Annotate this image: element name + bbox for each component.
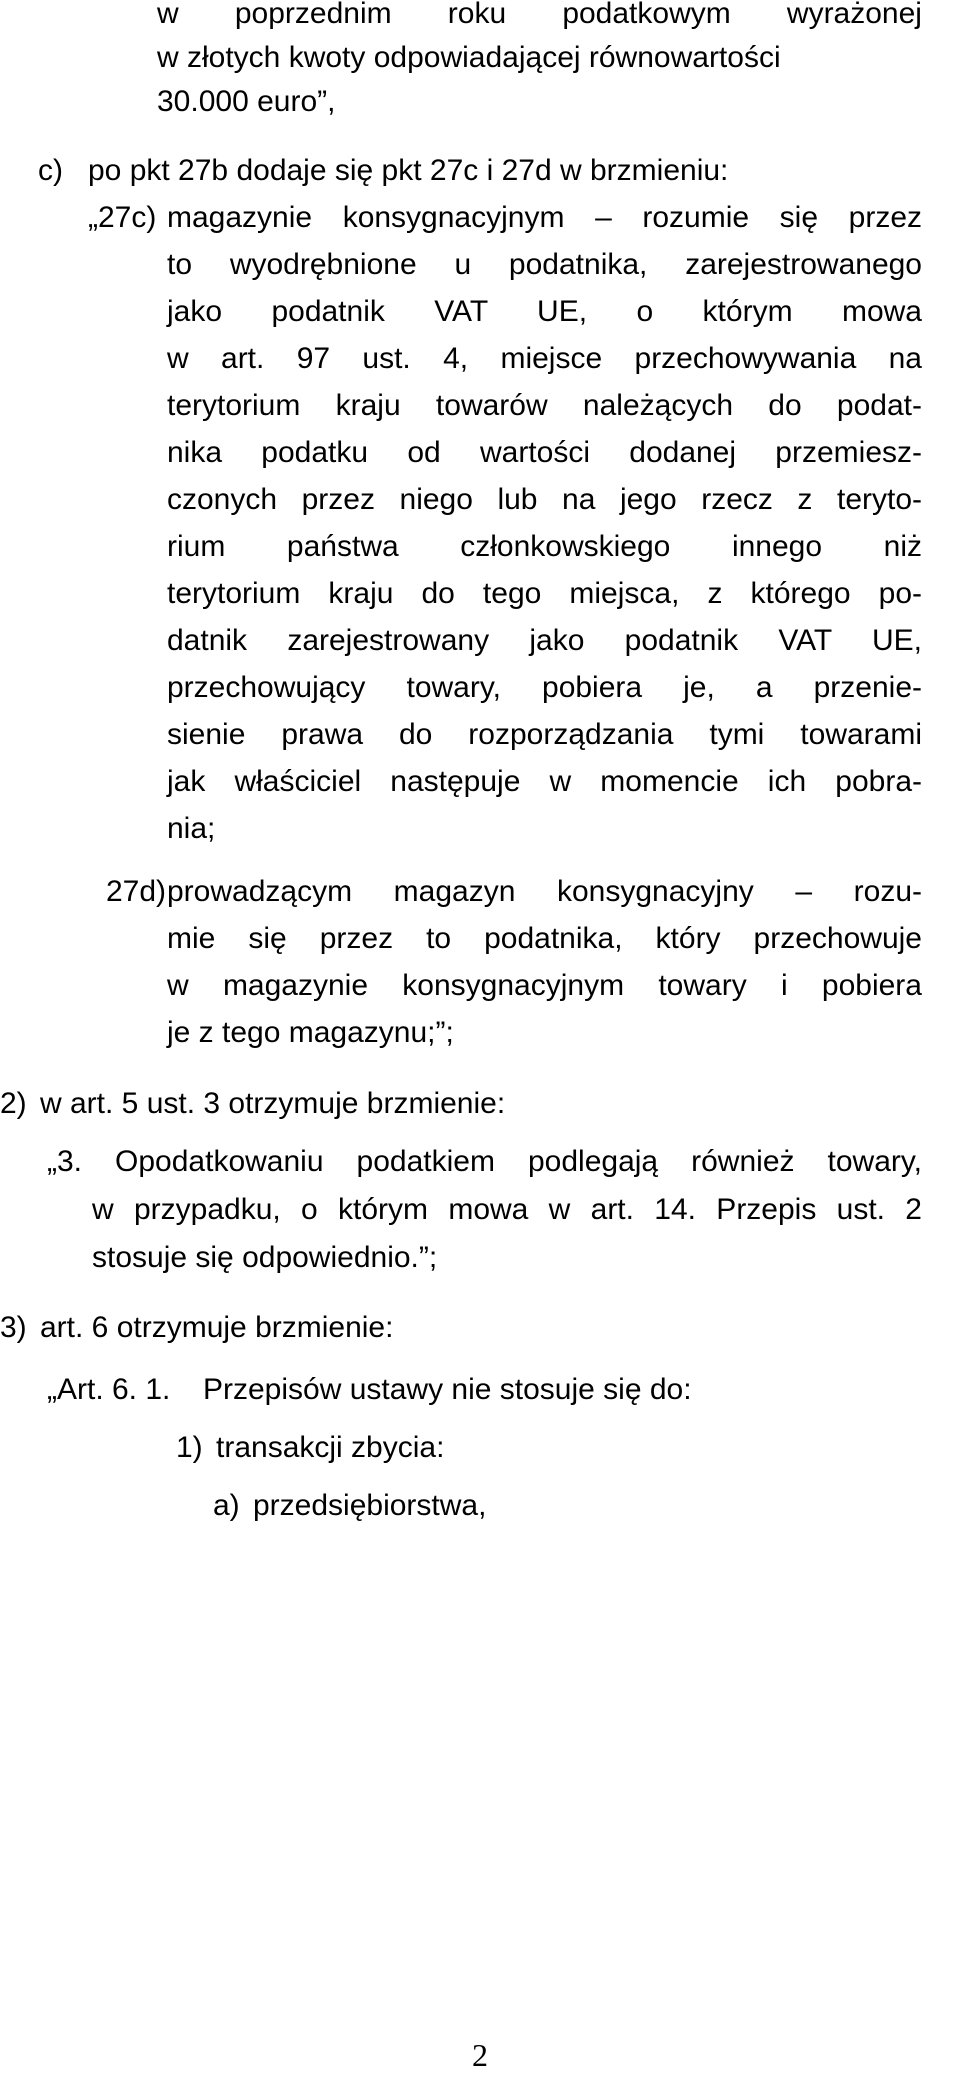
definition-line: rium państwa członkowskiego innego niż bbox=[167, 530, 922, 563]
list-marker: 3) bbox=[0, 1311, 27, 1344]
definition-line: jako podatnik VAT UE, o którym mowa bbox=[167, 295, 922, 328]
word: wyrażonej bbox=[786, 0, 922, 30]
definition-marker: 27d) bbox=[106, 875, 167, 908]
text-line bbox=[157, 0, 922, 32]
list-item-text: art. 6 otrzymuje brzmienie: bbox=[40, 1311, 394, 1344]
definition-line: w magazynie konsygnacyjnym towary i pobiera bbox=[167, 969, 922, 1002]
definition-line: terytorium kraju do tego miejsca, z którego po- bbox=[167, 577, 922, 610]
definition-line: terytorium kraju towarów należących do podat- bbox=[167, 389, 922, 422]
definition-line: datnik zarejestrowany jako podatnik VAT UE, bbox=[167, 624, 922, 657]
word: podatkowym bbox=[562, 0, 731, 30]
definition-line: prowadzącym magazyn konsygnacyjny – rozu- bbox=[167, 875, 922, 908]
word: poprzednim bbox=[234, 0, 392, 30]
text-line: 30.000 euro”, bbox=[157, 85, 336, 118]
definition-line: nia; bbox=[167, 812, 216, 845]
list-marker: 2) bbox=[0, 1087, 27, 1120]
point-text: transakcji zbycia: bbox=[216, 1431, 445, 1464]
definition-line: nika podatku od wartości dodanej przemiesz- bbox=[167, 436, 922, 469]
definition-line: czonych przez niego lub na jego rzecz z teryto- bbox=[167, 483, 922, 516]
list-item-text: po pkt 27b dodaje się pkt 27c i 27d w brzmieniu: bbox=[88, 154, 729, 187]
definition-line: jak właściciel następuje w momencie ich pobra- bbox=[167, 765, 922, 798]
definition-line: magazynie konsygnacyjnym – rozumie się przez bbox=[167, 201, 922, 234]
subpoint-marker: a) bbox=[213, 1489, 240, 1522]
list-item-text: w art. 5 ust. 3 otrzymuje brzmienie: bbox=[40, 1087, 506, 1120]
text-line: w złotych kwoty odpowiadającej równowartości bbox=[157, 41, 781, 74]
page-number: 2 bbox=[472, 2037, 488, 2073]
point-marker: 1) bbox=[176, 1431, 203, 1464]
subpoint-text: przedsiębiorstwa, bbox=[253, 1489, 487, 1522]
word: roku bbox=[447, 0, 507, 30]
definition-line: mie się przez to podatnika, który przechowuje bbox=[167, 922, 922, 955]
article-heading: „Art. 6. 1. bbox=[47, 1373, 171, 1406]
definition-line: to wyodrębnione u podatnika, zarejestrowanego bbox=[167, 248, 922, 281]
definition-line: przechowujący towary, pobiera je, a przenie- bbox=[167, 671, 922, 704]
article-text: Przepisów ustawy nie stosuje się do: bbox=[203, 1373, 692, 1406]
quote-line: stosuje się odpowiednio.”; bbox=[92, 1241, 438, 1274]
definition-line: je z tego magazynu;”; bbox=[167, 1016, 454, 1049]
quote-line: w przypadku, o którym mowa w art. 14. Przepis ust. 2 bbox=[92, 1193, 922, 1226]
quote-line: „3. Opodatkowaniu podatkiem podlegają również towary, bbox=[47, 1145, 922, 1178]
definition-line: sienie prawa do rozporządzania tymi towarami bbox=[167, 718, 922, 751]
word: w bbox=[157, 0, 179, 30]
definition-marker: „27c) bbox=[88, 201, 157, 234]
definition-line: w art. 97 ust. 4, miejsce przechowywania na bbox=[167, 342, 922, 375]
list-marker: c) bbox=[38, 154, 63, 187]
